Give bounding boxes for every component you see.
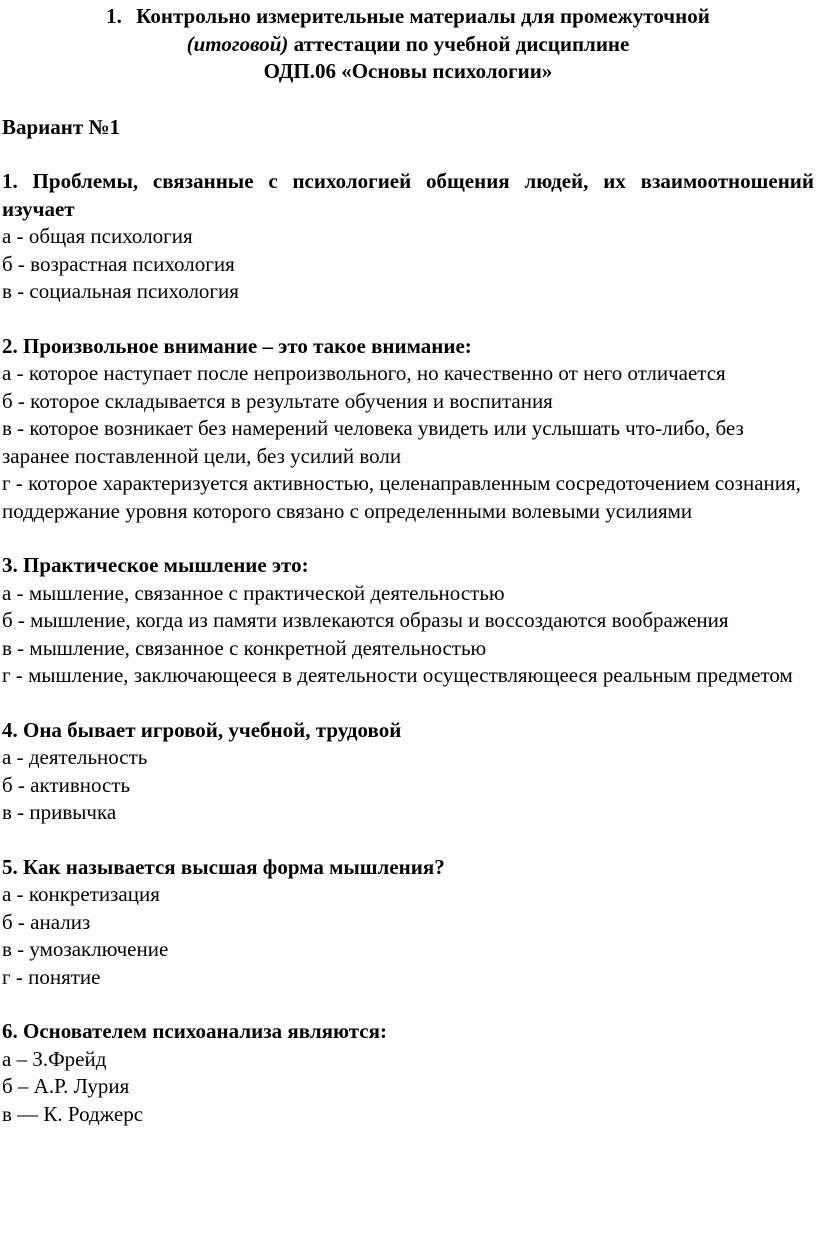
answer-option: в –– К. Роджерс bbox=[2, 1101, 144, 1126]
answer-option: б - возрастная психология bbox=[2, 251, 235, 276]
answer-option: б – А.Р. Лурия bbox=[2, 1074, 130, 1098]
question-1 bbox=[2, 168, 814, 306]
answer-option: а - которое наступает после непроизвольного, но качественно от него отличается bbox=[2, 361, 726, 385]
question-6 bbox=[2, 1018, 814, 1128]
title-line-3: ОДП.06 «Основы психологии» bbox=[263, 59, 553, 83]
answer-option: г - понятие bbox=[2, 964, 101, 989]
title-line-2-italic: (итоговой) bbox=[186, 31, 289, 56]
answer-option: а - конкретизация bbox=[2, 882, 160, 906]
question-title: 6. Основателем психоанализа являются: bbox=[2, 1019, 387, 1043]
answer-option: в - мышление, связанное с конкретной деятельностью bbox=[2, 635, 487, 660]
title-line-2 bbox=[2, 31, 814, 59]
document-page bbox=[2, 0, 814, 1128]
answer-option: б - мышление, когда из памяти извлекаются образы и воссоздаются воображения bbox=[2, 608, 729, 632]
title-line-2-text: аттестации по учебной дисциплине bbox=[288, 31, 630, 56]
answer-option: а - мышление, связанное с практической деятельностью bbox=[2, 580, 505, 605]
answer-option: в - привычка bbox=[2, 800, 117, 824]
answer-option: в - социальная психология bbox=[2, 279, 239, 303]
question-title: 5. Как называется высшая форма мышления? bbox=[2, 854, 445, 879]
document-title bbox=[2, 3, 814, 86]
title-line-1 bbox=[2, 3, 814, 31]
question-2 bbox=[2, 333, 814, 526]
title-number: 1. bbox=[106, 4, 122, 28]
answer-option: г - которое характеризуется активностью, целенаправленным сосредоточением сознания, поддержание уровня которого связано с определенными волевыми усилиями bbox=[2, 471, 801, 523]
answer-option: в - умозаключение bbox=[2, 937, 169, 961]
question-4 bbox=[2, 717, 814, 827]
answer-option: г - мышление, заключающееся в деятельности осуществляющееся реальным предметом bbox=[2, 663, 793, 687]
question-title: 1. Проблемы, связанные с психологией общения людей, их взаимоотношений изучает bbox=[2, 169, 814, 221]
answer-option: а - деятельность bbox=[2, 745, 148, 769]
question-5 bbox=[2, 854, 814, 992]
answer-option: б - которое складывается в результате обучения и воспитания bbox=[2, 388, 553, 413]
variant-heading: Вариант №1 bbox=[2, 114, 121, 139]
answer-option: а - общая психология bbox=[2, 224, 193, 248]
answer-option: б - анализ bbox=[2, 909, 91, 934]
question-title: 2. Произвольное внимание – это такое внимание: bbox=[2, 333, 472, 358]
answer-option: в - которое возникает без намерений человека увидеть или услышать что-либо, без заранее поставленной цели, без усилий воли bbox=[2, 416, 744, 468]
answer-option: б - активность bbox=[2, 772, 131, 797]
question-3 bbox=[2, 552, 814, 690]
question-title: 3. Практическое мышление это: bbox=[2, 553, 309, 577]
title-line-1-text: Контрольно измерительные материалы для промежуточной bbox=[136, 4, 710, 28]
answer-option: а – З.Фрейд bbox=[2, 1046, 107, 1071]
question-title: 4. Она бывает игровой, учебной, трудовой bbox=[2, 717, 402, 742]
